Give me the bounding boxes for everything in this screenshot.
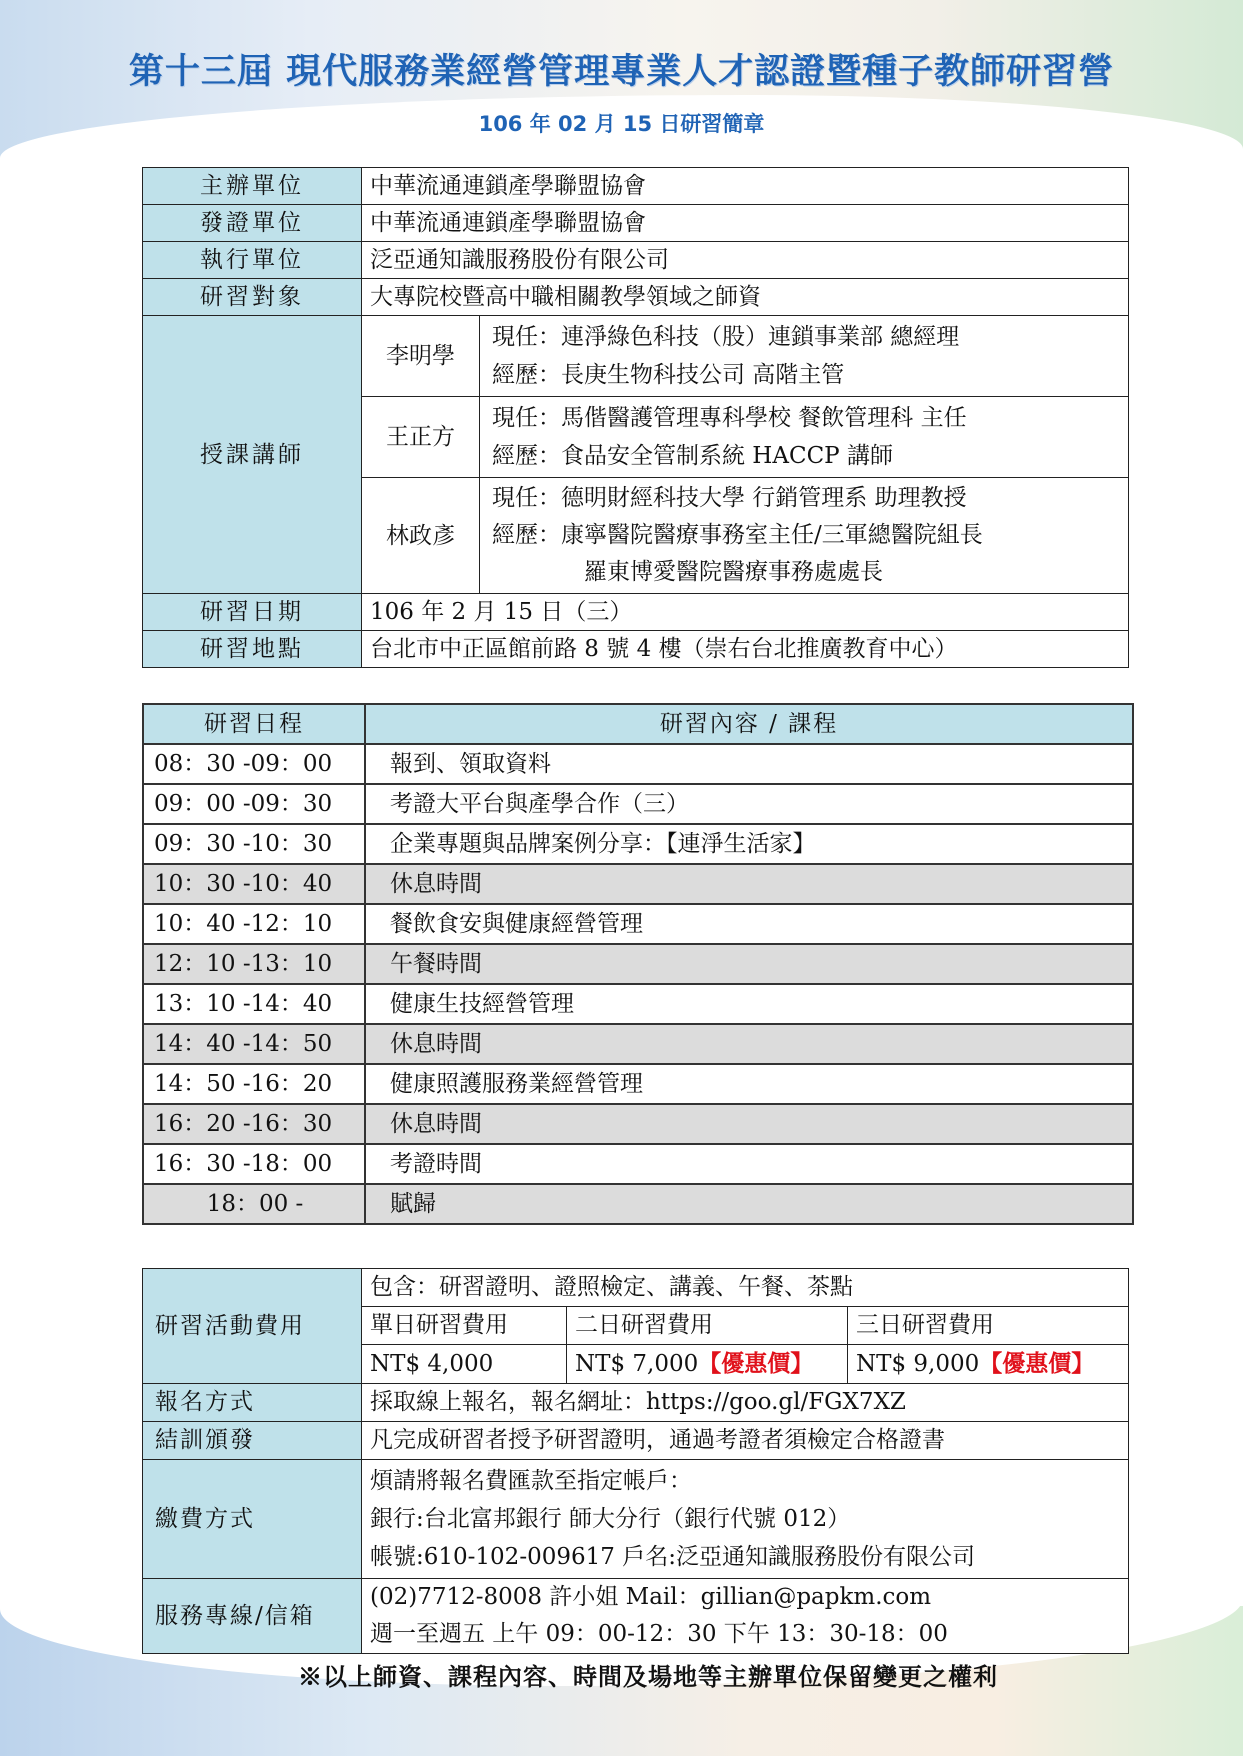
completion-row	[143, 1422, 1129, 1460]
info-row-organizer	[143, 168, 1129, 205]
lecturer-bio	[480, 478, 1129, 594]
info-label: 主辦單位	[143, 168, 362, 205]
payment-line: 銀行:台北富邦銀行 師大分行（銀行代號 012）	[370, 1506, 851, 1532]
lecturer-bio-line: 經歷：食品安全管制系統 HACCP 講師	[492, 443, 893, 469]
lecturer-bio-line: 現任：連淨綠色科技（股）連鎖事業部 總經理	[492, 324, 960, 350]
fee-plan-name: 單日研習費用	[362, 1307, 567, 1345]
promo-tag: 【優惠價】	[979, 1350, 1095, 1377]
schedule-item: 餐飲食安與健康經營管理	[365, 904, 1133, 944]
registration-value[interactable]: 採取線上報名，報名網址：https://goo.gl/FGX7XZ	[362, 1384, 1129, 1422]
schedule-item: 報到、領取資料	[365, 744, 1133, 784]
lecturer-name: 李明學	[362, 316, 480, 397]
payment-row	[143, 1460, 1129, 1579]
fee-table	[142, 1268, 1129, 1654]
fee-plan-name: 二日研習費用	[567, 1307, 848, 1345]
lecturer-bio-line: 經歷：長庚生物科技公司 高階主管	[492, 362, 845, 388]
info-label: 研習日期	[143, 594, 362, 631]
promo-tag: 【優惠價】	[698, 1350, 814, 1377]
info-label: 授課講師	[143, 316, 362, 594]
info-value: 台北市中正區館前路 8 號 4 樓（崇右台北推廣教育中心）	[362, 631, 1129, 668]
schedule-row	[143, 1104, 1133, 1144]
schedule-item: 休息時間	[365, 1024, 1133, 1064]
schedule-row	[143, 984, 1133, 1024]
lecturer-bio-line: 現任：馬偕醫護管理專科學校 餐飲管理科 主任	[492, 405, 967, 431]
completion-label: 結訓頒發	[143, 1422, 362, 1460]
schedule-time: 08：30 -09：00	[143, 744, 365, 784]
lecturer-bio	[480, 397, 1129, 478]
schedule-item: 賦歸	[365, 1184, 1133, 1224]
page-subtitle: 106 年 02 月 15 日研習簡章	[478, 112, 765, 136]
schedule-row	[143, 864, 1133, 904]
info-row-certifier	[143, 205, 1129, 242]
payment-value	[362, 1460, 1129, 1579]
schedule-time: 10：30 -10：40	[143, 864, 365, 904]
info-row-date	[143, 594, 1129, 631]
schedule-item: 健康照護服務業經營管理	[365, 1064, 1133, 1104]
schedule-item: 午餐時間	[365, 944, 1133, 984]
service-value	[362, 1579, 1129, 1654]
service-label: 服務專線/信箱	[143, 1579, 362, 1654]
schedule-time: 14：50 -16：20	[143, 1064, 365, 1104]
schedule-table	[142, 703, 1134, 1225]
schedule-row	[143, 1024, 1133, 1064]
payment-label: 繳費方式	[143, 1460, 362, 1579]
fee-row	[143, 1269, 1129, 1307]
lecturer-bio-line: 現任：德明財經科技大學 行銷管理系 助理教授	[492, 485, 967, 511]
fee-plan-price: NT$ 7,000	[575, 1351, 699, 1377]
schedule-time: 16：30 -18：00	[143, 1144, 365, 1184]
info-value: 大專院校暨高中職相關教學領域之師資	[362, 279, 1129, 316]
payment-line: 帳號:610-102-009617 戶名:泛亞通知識服務股份有限公司	[370, 1544, 975, 1570]
schedule-row	[143, 824, 1133, 864]
lecturer-name: 林政彥	[362, 478, 480, 594]
schedule-item: 休息時間	[365, 1104, 1133, 1144]
info-table	[142, 167, 1129, 668]
schedule-item: 休息時間	[365, 864, 1133, 904]
schedule-time: 12：10 -13：10	[143, 944, 365, 984]
schedule-row	[143, 744, 1133, 784]
service-line: 週一至週五 上午 09：00-12：30 下午 13：30-18：00	[370, 1621, 948, 1647]
schedule-item: 健康生技經營管理	[365, 984, 1133, 1024]
schedule-header	[143, 704, 1133, 744]
schedule-row	[143, 1064, 1133, 1104]
schedule-item: 考證時間	[365, 1144, 1133, 1184]
schedule-time: 10：40 -12：10	[143, 904, 365, 944]
schedule-time: 18：00 -	[143, 1184, 365, 1224]
info-label: 研習對象	[143, 279, 362, 316]
fee-plan-price: NT$ 9,000	[856, 1351, 980, 1377]
footnote: ※以上師資、課程內容、時間及場地等主辦單位保留變更之權利	[298, 1662, 998, 1691]
lecturer-bio-line: 羅東博愛醫院醫療事務處處長	[584, 559, 883, 585]
info-label: 研習地點	[143, 631, 362, 668]
fee-plan-price-cell	[362, 1345, 567, 1384]
schedule-item: 考證大平台與產學合作（三）	[365, 784, 1133, 824]
schedule-time: 13：10 -14：40	[143, 984, 365, 1024]
lecturer-bio	[480, 316, 1129, 397]
schedule-time: 16：20 -16：30	[143, 1104, 365, 1144]
info-label: 發證單位	[143, 205, 362, 242]
completion-value: 凡完成研習者授予研習證明，通過考證者須檢定合格證書	[362, 1422, 1129, 1460]
registration-row	[143, 1384, 1129, 1422]
fee-label: 研習活動費用	[143, 1269, 362, 1384]
schedule-time: 09：00 -09：30	[143, 784, 365, 824]
info-label: 執行單位	[143, 242, 362, 279]
info-row-location	[143, 631, 1129, 668]
info-row-executor	[143, 242, 1129, 279]
fee-plan-name: 三日研習費用	[848, 1307, 1129, 1345]
service-row	[143, 1579, 1129, 1654]
schedule-header-time: 研習日程	[143, 704, 365, 744]
lecturer-row	[143, 316, 1129, 397]
lecturer-name: 王正方	[362, 397, 480, 478]
schedule-item: 企業專題與品牌案例分享：【連淨生活家】	[365, 824, 1133, 864]
payment-line: 煩請將報名費匯款至指定帳戶：	[370, 1468, 692, 1494]
info-value: 中華流通連鎖產學聯盟協會	[362, 205, 1129, 242]
info-row-audience	[143, 279, 1129, 316]
schedule-row	[143, 904, 1133, 944]
fee-plan-price-cell	[567, 1345, 848, 1384]
schedule-row	[143, 1184, 1133, 1224]
fee-plan-price: NT$ 4,000	[370, 1350, 494, 1377]
schedule-row	[143, 1144, 1133, 1184]
lecturer-bio-line: 經歷：康寧醫院醫療事務室主任/三軍總醫院組長	[492, 522, 983, 548]
fee-includes: 包含：研習證明、證照檢定、講義、午餐、茶點	[362, 1269, 1129, 1307]
schedule-header-content: 研習內容 / 課程	[365, 704, 1133, 744]
schedule-time: 09：30 -10：30	[143, 824, 365, 864]
fee-plan-price-cell	[848, 1345, 1129, 1384]
service-line[interactable]: (02)7712-8008 許小姐 Mail：gillian@papkm.com	[370, 1584, 932, 1610]
page-title: 第十三屆 現代服務業經營管理專業人才認證暨種子教師研習營	[128, 52, 1115, 92]
schedule-row	[143, 784, 1133, 824]
info-value: 泛亞通知識服務股份有限公司	[362, 242, 1129, 279]
info-value: 中華流通連鎖產學聯盟協會	[362, 168, 1129, 205]
info-value: 106 年 2 月 15 日（三）	[362, 594, 1129, 631]
registration-label: 報名方式	[143, 1384, 362, 1422]
schedule-time: 14：40 -14：50	[143, 1024, 365, 1064]
schedule-row	[143, 944, 1133, 984]
